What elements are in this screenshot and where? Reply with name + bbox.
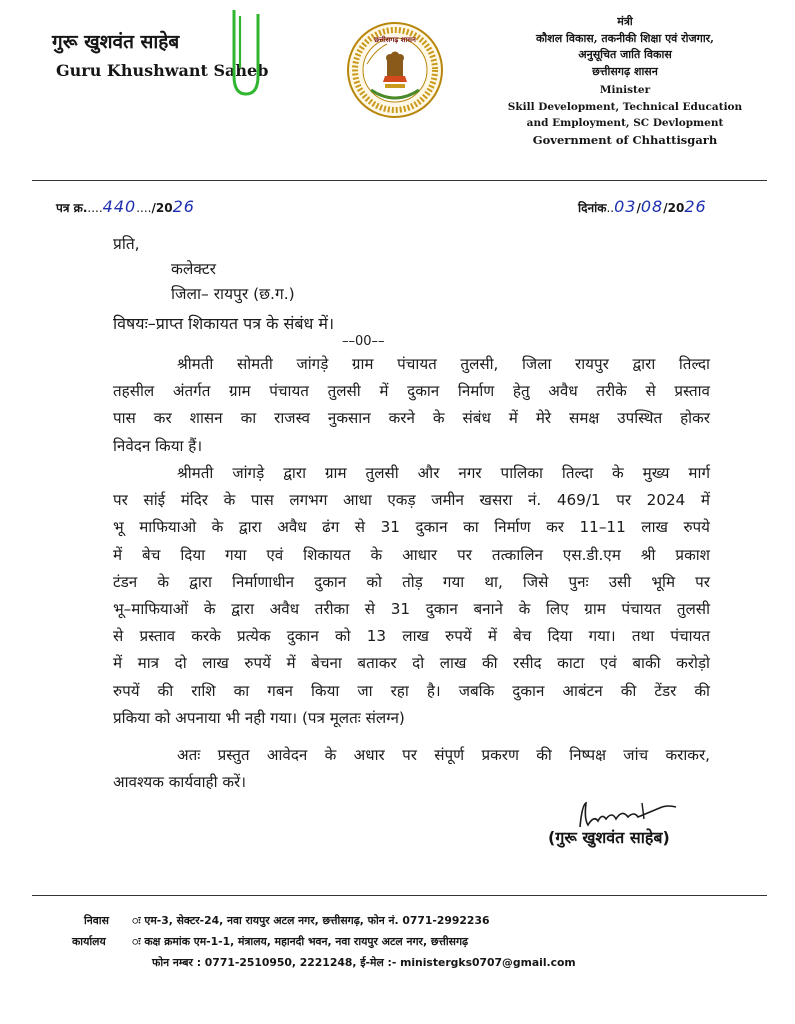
letter-number-label: पत्र क्र. <box>56 201 88 215</box>
paragraph-line: भू माफियाओ के द्वारा अवैध ढंग से 31 दुकान का निर्माण कर 11–11 लाख रुपये <box>113 518 710 537</box>
paragraph-line: में मात्र दो लाख रुपयें में बेचना बताकर दो लाख की रसीद काटा एवं बाकी करोड़ो <box>113 654 710 673</box>
letterhead-name-hindi: गुरू खुशवंत साहेब <box>52 31 180 53</box>
paragraph-line: में बेच दिया गया एवं शिकायत के आधार पर तत्कालिन एस.डी.एम श्री प्रकाश <box>113 545 710 564</box>
footer-divider <box>32 895 767 896</box>
footer-residence-value: ः एम-3, सेक्टर-24, नवा रायपुर अटल नगर, छत्तीसगढ़, फोन नं. 0771-2992236 <box>132 914 490 927</box>
footer-office-label: कार्यालय <box>72 935 106 948</box>
letter-number: पत्र क्र.....440..../2026 <box>56 197 195 216</box>
letter-year-value: 26 <box>172 197 195 216</box>
date-label: दिनांक <box>578 201 607 215</box>
addressee-to: प्रति, <box>113 235 140 253</box>
paragraph-line: भू–माफियाओं के द्वारा अवैध तरीका से 31 दुकान बनाने के लिए ग्राम पंचायत तुलसी <box>113 600 710 619</box>
paragraph-line: अतः प्रस्तुत आवेदन के अधार पर संपूर्ण प्रकरण की निष्पक्ष जांच कराकर, <box>177 746 710 764</box>
date-year-prefix: /20 <box>663 201 685 215</box>
designation-line: छत्तीसगढ़ शासन <box>592 64 658 78</box>
header-divider <box>32 180 767 181</box>
paragraph-line: आवश्यक कार्यवाही करें। <box>113 773 246 792</box>
signatory-name: (गुरू खुशवंत साहेब) <box>548 828 670 847</box>
paragraph-line: टंडन के द्वारा निर्माणाधीन दुकान को तोड़ गया था, जिसे पुनः उसी भूमि पर <box>113 572 710 591</box>
footer-contact: फोन नम्बर : 0771-2510950, 2221248, ई-मेल :- ministergks0707@gmail.com <box>152 956 576 969</box>
government-seal-icon <box>345 20 445 120</box>
paragraph-line: पास कर शासन का राजस्व नुकसान करने के संबंध में मेरे समक्ष उपस्थित होकर <box>113 409 710 428</box>
designation-line: Government of Chhattisgarh <box>532 132 718 147</box>
designation-line: Skill Development, Technical Education <box>507 100 743 113</box>
paragraph-line: निवेदन किया हैं। <box>113 436 203 455</box>
paragraph-line: श्रीमती सोमती जांगड़े ग्राम पंचायत तुलसी, जिला रायपुर द्वारा तिल्दा <box>177 355 710 373</box>
paragraph-line: तहसील अंतर्गत ग्राम पंचायत तुलसी में दुकान निर्माण हेतु अवैध तरीके से प्रस्ताव <box>113 382 710 401</box>
date-year: 26 <box>684 197 707 216</box>
paragraph-2 <box>113 460 710 732</box>
paragraph-line: श्रीमती जांगड़े द्वारा ग्राम तुलसी और नगर पालिका तिल्दा के मुख्य मार्ग <box>177 464 710 482</box>
seal-text: छत्तीसगढ़ शासन <box>374 36 416 44</box>
separator: ––00–– <box>342 334 385 349</box>
paper-clip-icon <box>226 6 262 100</box>
addressee-district: जिला– रायपुर (छ.ग.) <box>171 285 295 303</box>
footer-residence-label: निवास <box>84 914 109 927</box>
letterhead-name-english: Guru Khushwant Saheb <box>56 61 269 80</box>
paragraph-1 <box>113 351 710 460</box>
paragraph-3 <box>113 742 710 796</box>
designation-line: कौशल विकास, तकनीकी शिक्षा एवं रोजगार, <box>535 31 715 45</box>
designation-line: and Employment, SC Devlopment <box>526 117 724 129</box>
designation-line: मंत्री <box>617 15 633 28</box>
subject-line: विषयः–प्राप्त शिकायत पत्र के संबंध में। <box>113 314 335 333</box>
date-month: 08 <box>640 197 664 216</box>
letter-date: दिनांक..03/08/2026 <box>578 197 707 216</box>
date-day: 03 <box>614 197 637 216</box>
letter-number-value: 440 <box>102 197 137 216</box>
paragraph-line: पर सांई मंदिर के पास लगभग आधा एकड़ जमीन खसरा नं. 469/1 पर 2024 में <box>113 491 710 510</box>
designation-line: अनुसूचित जाति विकास <box>578 48 672 61</box>
designation-line: Minister <box>599 84 651 96</box>
paragraph-line: से प्रस्ताव करके प्रत्येक दुकान को 13 लाख रुपयें में बेच दिया गया। तथा पंचायत <box>113 627 710 646</box>
paragraph-line: रुपयें की राशि का गबन किया जा रहा है। जबकि दुकान आबंटन की टेंडर की <box>113 681 710 700</box>
letterhead-designation <box>490 14 760 148</box>
letter-year-prefix: /20 <box>151 201 173 215</box>
addressee-designation: कलेक्टर <box>171 260 217 278</box>
footer-office-value: ः कक्ष क्रमांक एम-1-1, मंत्रालय, महानदी भवन, नवा रायपुर अटल नगर, छत्तीसगढ़ <box>132 935 469 948</box>
paragraph-line: प्रकिया को अपनाया भी नही गया। (पत्र मूलतः संलग्न) <box>113 708 405 727</box>
